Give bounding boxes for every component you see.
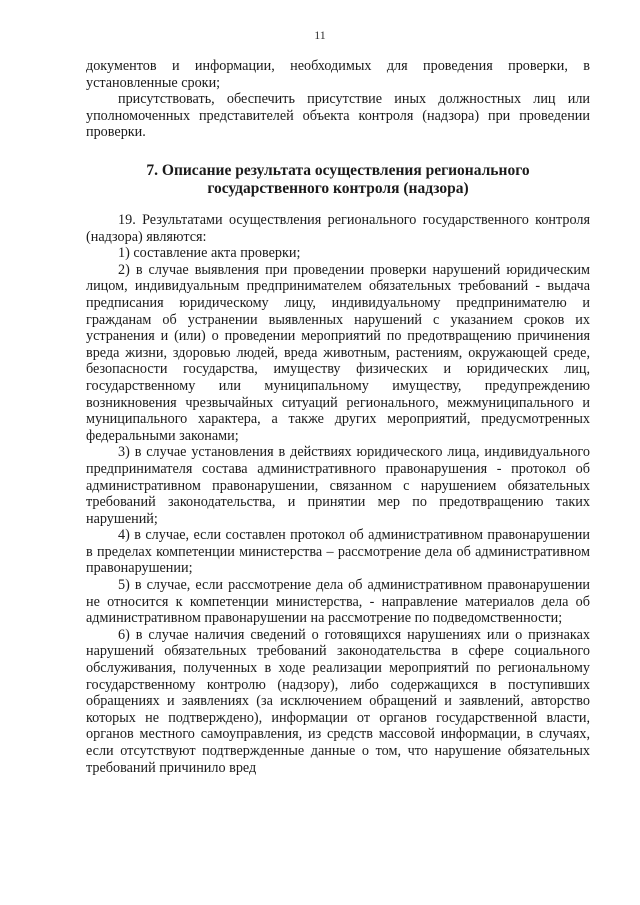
intro-paragraph: присутствовать, обеспечить присутствие иных должностных лиц или уполномоченных представителей объекта контроля (надзора) при проведении проверки.: [86, 91, 590, 141]
section-body: [86, 212, 590, 776]
section-title: 7. Описание результата осуществления регионального государственного контроля (надзора): [146, 162, 530, 197]
intro-paragraph: документов и информации, необходимых для проведения проверки, в установленные сроки;: [86, 58, 590, 91]
paragraph: 6) в случае наличия сведений о готовящихся нарушениях или о признаках нарушений обязательных требований законодательства в сфере социального обслуживания, полученных в ходе реализации мероприятий по региональному государственному контролю (надзору), либо содержащихся в поступивших обращениях и заявлениях (за исключением обращений и заявлений, авторство которых не подтверждено), информации от органов государственной власти, органов местного самоуправления, из средств массовой информации, в случаях, если отсутствуют подтвержденные данные о том, что нарушение обязательных требований причинило вред: [86, 626, 590, 776]
intro-text: [86, 58, 590, 141]
paragraph: 19. Результатами осуществления регионального государственного контроля (надзора) являются:: [86, 212, 590, 245]
paragraph: 3) в случае установления в действиях юридического лица, индивидуального предпринимателя состава административного правонарушения - протокол об административном правонарушении, связанном с нарушением обязательных требований законодательства, и принятии мер по предотвращению таких нарушений;: [86, 444, 590, 527]
paragraph: 5) в случае, если рассмотрение дела об административном правонарушении не относится к компетенции министерства, - направление материалов дела об административном правонарушении на рассмотрение по подведомственности;: [86, 577, 590, 627]
paragraph: 1) составление акта проверки;: [118, 245, 301, 262]
page-number: 11: [314, 28, 326, 42]
paragraph: 4) в случае, если составлен протокол об административном правонарушении в пределах компетенции министерства – рассмотрение дела об административном правонарушении;: [86, 527, 590, 577]
paragraph: 2) в случае выявления при проведении проверки нарушений юридическим лицом, индивидуальным предпринимателем обязательных требований - выдача предписания юридическому лицу, индивидуальному предпринимателю и гражданам об устранении выявленных нарушений с указанием сроков их устранения и (или) о проведении мероприятий по предотвращению причинения вреда жизни, здоровью людей, вреда животным, растениям, окружающей среде, безопасности государства, имуществу физических и юридических лиц, государственному или муниципальному имуществу, предупреждению возникновения чрезвычайных ситуаций регионального, межмуниципального и муниципального характера, а также других мероприятий, предусмотренных федеральными законами;: [86, 261, 590, 444]
